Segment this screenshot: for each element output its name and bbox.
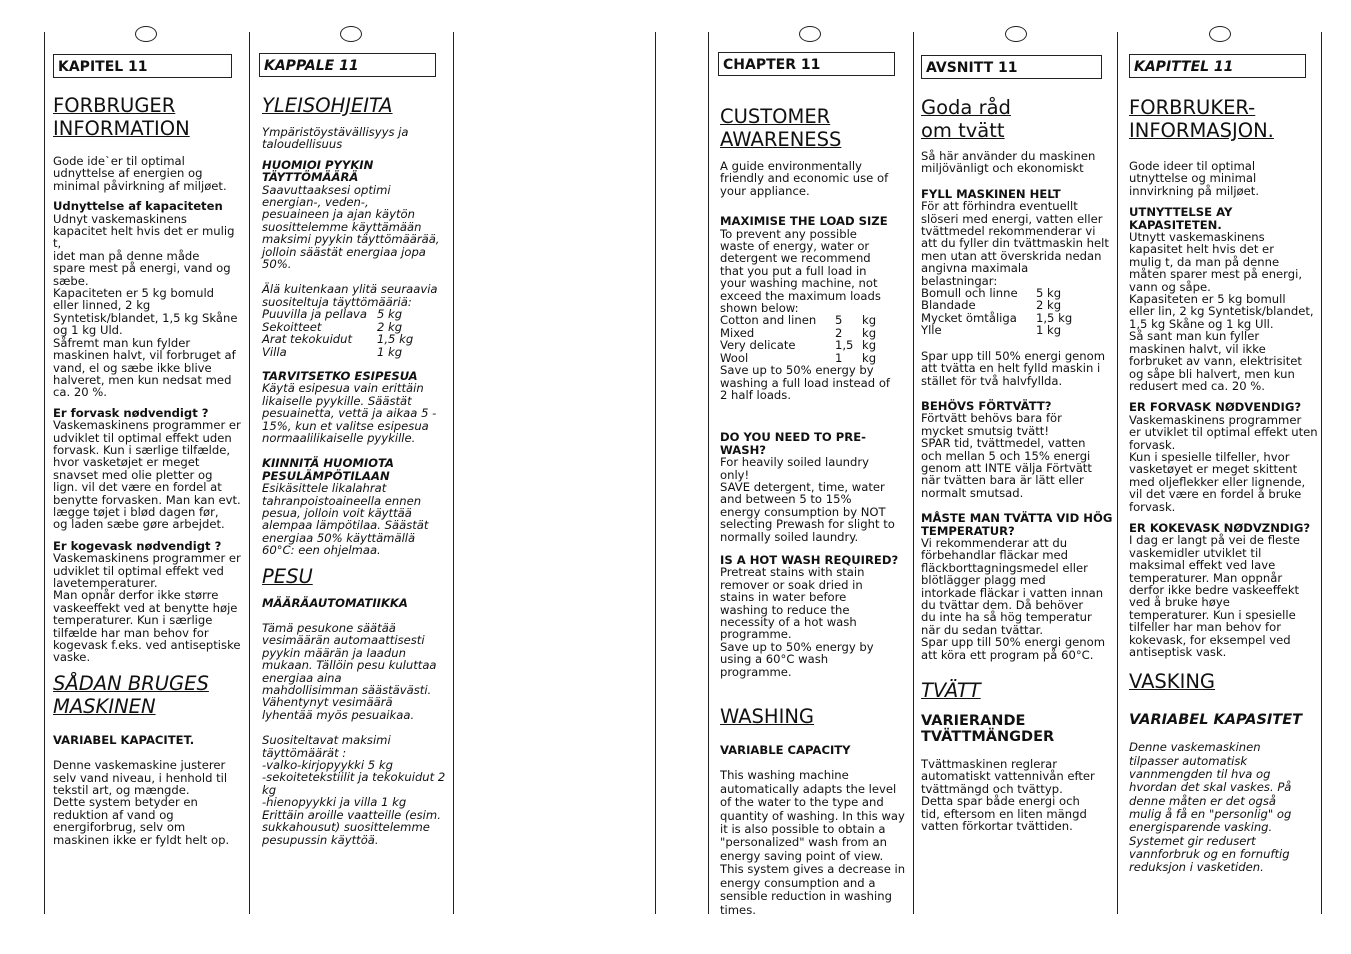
column-divider — [708, 32, 709, 914]
subheading: KIINNITÄ HUOMIOTA PESULÄMPÖTILAAN — [262, 456, 395, 483]
norwegian-column — [1129, 96, 1319, 874]
subheading: ER KOKEVASK NØDVZNDIG? — [1129, 520, 1311, 535]
binder-hole-mark — [1209, 26, 1231, 42]
body-text: Udnyt vaskemaskinens kapacitet helt hvis det er mulig t, idet man på denne måde spare mest på energi, vand og sæbe. Kapaciteten er 5 kg bomuld eller linned, 2 kg Syntetisk/blandet, 1,5 kg Skåne og 1 kg Uld. Såfremt man kun fylder maskinen halvt, vil forbruget af vand, el og sæbe ikke blive halveret, men kun nedsat med ca. 20 %. — [53, 211, 238, 400]
section-title: TVÄTT — [921, 679, 981, 703]
load-value: 1 kg — [377, 344, 403, 359]
load-name: Very delicate — [720, 338, 796, 353]
section-title: VASKING — [1129, 670, 1216, 694]
load-value: 5 kg — [377, 307, 403, 322]
subheading: TARVITSETKO ESIPESUA — [262, 368, 418, 383]
load-value: 1,5 kg — [1036, 310, 1073, 325]
binder-hole-mark — [135, 26, 157, 42]
load-table — [921, 287, 1072, 337]
body-text: Suositeltavat maksimi täyttömäärät : -valko-kirjopyykki 5 kg -sekoitetekstiilit ja tekokuidut 2 kg -hienopyykki ja villa 1 kg Erittäin aroille vaatteille (esim. sukkahousut) suosittelemme pesupussin käyttöä. — [262, 733, 446, 847]
body-text: For heavily soiled laundry only! SAVE detergent, time, water and between 5 to 15% energy consumption by NOT selecting Prewash for slight to normally soiled laundry. — [720, 455, 895, 544]
body-text: I dag er langt på vei de fleste vaskemidler utviklet til maksimal effekt ved lave temperaturer. Man oppnår derfor ikke bedre vaskeeffekt ved å bruke høye temperaturer. Kun i spesielle tilfeller har man behov for kokevask, for eksempel ved antiseptisk vask. — [1129, 533, 1300, 660]
column-divider — [249, 32, 250, 914]
subheading: MAXIMISE THE LOAD SIZE — [720, 214, 888, 229]
section-title: FORBRUKER- INFORMASJON. — [1129, 96, 1274, 142]
subheading: MÄÄRÄAUTOMATIIKKA — [262, 595, 408, 610]
load-name: Ylle — [921, 323, 942, 338]
body-text: Vi rekommenderar att du förbehandlar fläckar med fläckborttagningsmedel eller blötlägger plagg med intorkade fläckar i vatten innan du tvättar dem. Då behöver du inte ha så hög temperatur när du sedan tvättar. Spar upp till 50% energi genom att köra ett program på 60°C. — [921, 535, 1106, 662]
load-row — [720, 339, 876, 351]
subheading: ER FORVASK NØDVENDIG? — [1129, 400, 1302, 415]
load-name: Wool — [720, 350, 749, 365]
chapter-box-finnish: KAPPALE 11 — [259, 53, 436, 77]
body-text: Vaskemaskinens programmer er udviklet til optimal effekt ved lavetemperaturer. Man opnår derfor ikke større vaskeeffekt ved at benytte høje temperaturer. Kun i særlige tilfælde har man behov for kogevask f.eks. ved antiseptiske vaske. — [53, 551, 241, 665]
body-text: Pretreat stains with stain remover or soak dried in stains in water before washing to reduce the necessity of a hot wash programme. Save up to 50% energy by using a 60°C wash programme. — [720, 565, 874, 679]
load-name: Mycket ömtåliga — [921, 310, 1017, 325]
load-value: 1,5 kg — [377, 332, 414, 347]
load-row — [921, 299, 1072, 311]
load-name: Bomull och linne — [921, 286, 1018, 301]
subheading: VARIABEL KAPASITET — [1129, 712, 1302, 729]
load-name: Villa — [262, 344, 287, 359]
binder-hole-mark — [799, 26, 821, 42]
subheading: Udnyttelse af kapaciteten — [53, 199, 223, 214]
load-table — [720, 314, 876, 364]
intro-text: Gode ideer til optimal utnyttelse og minimal innvirkning på miljøet. — [1129, 159, 1260, 198]
danish-column — [53, 94, 245, 846]
load-value: 2 kg — [1036, 298, 1062, 313]
binder-hole-mark — [340, 26, 362, 42]
load-unit: kg — [862, 313, 877, 328]
load-row — [262, 346, 413, 358]
body-text: Vaskemaskinens programmer er utviklet til optimal effekt uten forvask. Kun i spesielle tilfeller, hvor vasketøyet er meget skittent med oljeflekker eller lignende, vil det være en fordel å bruke forvask. — [1129, 412, 1318, 514]
load-row — [921, 324, 1072, 336]
body-text: To prevent any possible waste of energy, water or detergent we recommend that you put a full load in your washing machine, not exceed the maximum loads shown below: — [720, 226, 881, 316]
section-title: Goda råd om tvätt — [921, 96, 1011, 142]
body-text: Förtvätt behövs bara för mycket smutsig tvätt! SPAR tid, tvättmedel, vatten och mellan 5 och 15% energi genom att INTE välja Förtvätt när tvätten bara är lätt eller normalt smutsad. — [921, 411, 1092, 500]
subheading: Er forvask nødvendigt ? — [53, 405, 209, 420]
body-text: Tämä pesukone säätää vesimäärän automaattisesti pyykin määrän ja laadun mukaan. Tällöin pesu kuluttaa energiaa aina mahdollisimman säästävästi. Vähentynyt vesimäärä lyhentää myös pesuaikaa. — [262, 621, 437, 722]
column-divider — [1117, 32, 1118, 914]
load-row — [262, 333, 413, 345]
body-text: This washing machine automatically adapts the level of the water to the type and quantity of washing. In this way it is also possible to obtain a "personalized" wash from an energy saving point of view. This system gives a decrease in energy consumption and a sensible reduction in washing times. — [720, 768, 906, 917]
load-name: Cotton and linen — [720, 313, 817, 328]
load-value: 1 kg — [1036, 323, 1062, 338]
load-row — [262, 308, 413, 320]
subheading: VARIABLE CAPACITY — [720, 743, 851, 758]
subheading: BEHÖVS FÖRTVÄTT? — [921, 398, 1052, 413]
column-divider — [453, 32, 454, 914]
intro-text: Ympäristöystävällisyys ja taloudellisuus — [262, 125, 409, 152]
subheading: HUOMIOI PYYKIN TÄYTTÖMÄÄRÄ — [262, 157, 374, 185]
load-number: 1,5 — [835, 338, 854, 353]
intro-text: Så här använder du maskinen miljövänligt och ekonomiskt — [921, 149, 1096, 176]
column-divider — [655, 32, 656, 914]
english-column — [720, 105, 910, 917]
intro-text: A guide environmentally friendly and economic use of your appliance. — [720, 159, 889, 198]
body-text: Käytä esipesua vain erittäin likaiselle pyykille. Säästät pesuainetta, vettä ja aikaa 5 - 15%, kun et valitse esipesua normaalilikaiselle pyykille. — [262, 381, 437, 445]
intro-text: Gode ide`er til optimal udnyttelse af energien og minimal påvirkning af miljøet. — [53, 154, 227, 193]
chapter-box-danish: KAPITEL 11 — [53, 54, 232, 78]
finnish-column — [262, 94, 448, 846]
column-divider — [913, 32, 914, 914]
load-row — [720, 314, 876, 326]
load-number: 2 — [835, 325, 843, 340]
load-number: 1 — [835, 350, 843, 365]
section-title: YLEISOHJEITA — [262, 94, 393, 117]
subheading: Er kogevask nødvendigt ? — [53, 538, 222, 553]
subheading: FYLL MASKINEN HELT — [921, 186, 1061, 201]
subheading: MÅSTE MAN TVÄTTA VID HÖG TEMPERATUR? — [921, 511, 1113, 538]
body-text: För att förhindra eventuellt slöseri med energi, vatten eller tvättmedel rekommenderar vi att du fyller din tvättmaskin helt men utan att överskrida nedan angivna maximala belastningar: — [921, 199, 1109, 288]
subheading: VARIABEL KAPACITET. — [53, 732, 195, 747]
chapter-box-english: CHAPTER 11 — [718, 52, 895, 76]
load-name: Mixed — [720, 325, 755, 340]
binder-hole-mark — [1005, 26, 1027, 42]
body-text: Tvättmaskinen reglerar automatiskt vattennivån efter tvättmängd och tvättyp. Detta spar både energi och tid, eftersom en liten mängd vatten förkortar tvättiden. — [921, 757, 1095, 834]
load-unit: kg — [862, 325, 877, 340]
load-name: Blandade — [921, 298, 976, 313]
body-text: Utnytt vaskemaskinens kapasitet helt hvis det er mulig t, da man på denne måten sparer mest på energi, vann og såpe. Kapasiteten er 5 kg bomull eller lin, 2 kg Syntetisk/blandet, 1,5 kg Skåne og 1 kg Ull. Så sant man kun fyller maskinen halvt, vil ikke forbruket av vann, elektrisitet og såpe bli halvert, men kun redusert med ca. 20 %. — [1129, 230, 1314, 393]
load-unit: kg — [862, 350, 877, 365]
chapter-box-swedish: AVSNITT 11 — [921, 55, 1102, 79]
body-text: Älä kuitenkaan ylitä seuraavia suositeltuja täyttömääriä: — [262, 282, 438, 309]
body-text: Save up to 50% energy by washing a full load instead of 2 half loads. — [720, 363, 891, 402]
load-name: Puuvilla ja pellava — [262, 307, 368, 322]
column-divider — [44, 32, 45, 914]
subheading: IS A HOT WASH REQUIRED? — [720, 552, 899, 567]
body-text: Saavuttaaksesi optimi energian-, veden-, pesuaineen ja ajan käytön suosittelemme käyttämään maksimi pyykin täyttömäärää, jolloin säästät energiaa jopa 50%. — [262, 182, 440, 272]
load-name: Sekoitteet — [262, 319, 322, 334]
section-title: CUSTOMER AWARENESS — [720, 105, 842, 151]
section-title: WASHING — [720, 705, 815, 729]
load-name: Arat tekokuidut — [262, 332, 353, 347]
section-title: FORBRUGER INFORMATION — [53, 94, 190, 140]
load-unit: kg — [862, 338, 877, 353]
swedish-column — [921, 96, 1114, 832]
section-title: PESU — [262, 564, 313, 588]
load-number: 5 — [835, 313, 843, 328]
chapter-box-norwegian: KAPITTEL 11 — [1129, 54, 1306, 78]
load-value: 5 kg — [1036, 286, 1062, 301]
body-text: Denne vaskemaskinen tilpasser automatisk vannmengden til hva og hvordan det skal vaskes. På denne måten er det også mulig å få en "personlig" og energisparende vasking. Systemet gir redusert vannforbruk og en fornuftig reduksjon i vasketiden. — [1129, 740, 1292, 875]
body-text: Spar upp till 50% energi genom att tvätta en helt fylld maskin i stället för två halvfyllda. — [921, 348, 1106, 388]
subheading: UTNYTTELSE AY KAPASITETEN. — [1129, 205, 1233, 232]
load-value: 2 kg — [377, 319, 403, 334]
subheading: DO YOU NEED TO PRE-WASH? — [720, 430, 866, 457]
subheading: VARIERANDE TVÄTTMÄNGDER — [921, 713, 1055, 746]
load-table — [262, 308, 413, 358]
column-divider — [1321, 32, 1322, 914]
section-title: SÅDAN BRUGES MASKINEN — [53, 671, 209, 718]
body-text: Esikäsittele likalahrat tahranpoistoaineella ennen pesua, jolloin voit käyttää alempaa lämpötilaa. Säästät energiaa 50% käyttämällä 60°C: een ohjelmaa. — [262, 481, 429, 558]
body-text: Denne vaskemaskine justerer selv vand niveau, i henhold til tekstil art, og mængde. Dette system betyder en reduktion af vand og energiforbrug, selv om maskinen ikke er fyldt helt op. — [53, 758, 230, 847]
body-text: Vaskemaskinens programmer er udviklet til optimal effekt uden forvask. Kun i særlige tilfælde, hvor vasketøjet er meget snavset med olie pletter og lign. vil det være en fordel at benytte forvasken. Man kan evt. lægge tøjet i blød dagen før, og laden sæbe gøre arbejdet. — [53, 418, 241, 532]
